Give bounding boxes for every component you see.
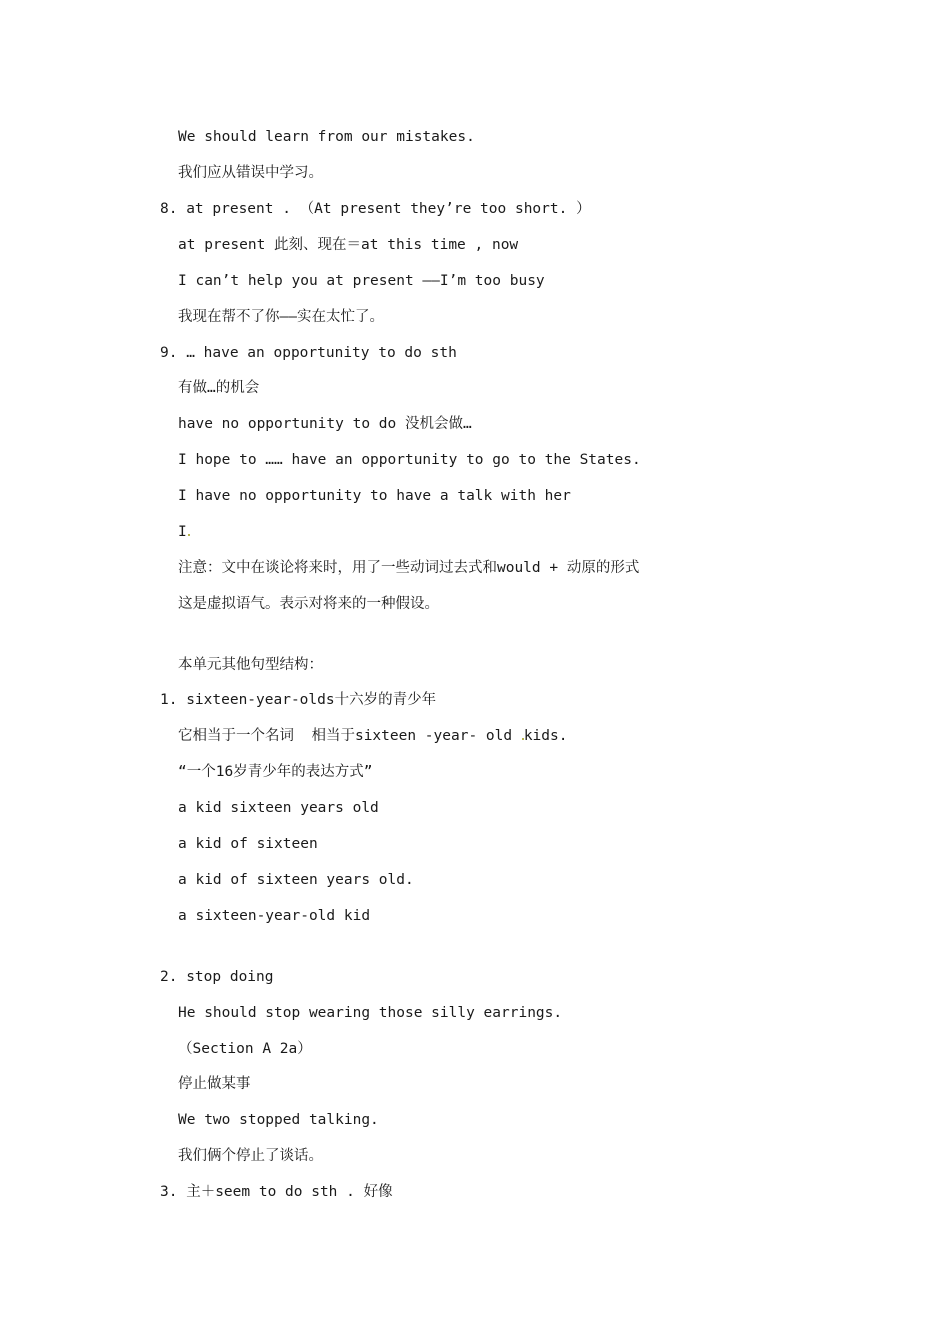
text-line: He should stop wearing those silly earrings. bbox=[178, 1005, 563, 1021]
numbered-item-8: 8. at present . （At present they’re too short. ） bbox=[160, 201, 591, 217]
text-line: a sixteen-year-old kid bbox=[178, 908, 371, 924]
text-line: a kid sixteen years old bbox=[178, 800, 379, 816]
section-heading: 本单元其他句型结构： bbox=[178, 657, 323, 673]
dot-mark bbox=[188, 534, 190, 536]
text-line: “一个16岁青少年的表达方式” bbox=[178, 764, 373, 780]
text-line: 停止做某事 bbox=[178, 1076, 251, 1092]
text-line: a kid of sixteen bbox=[178, 836, 318, 852]
numbered-item-9: 9. … have an opportunity to do sth bbox=[160, 345, 457, 361]
text-line: 我现在帮不了你——实在太忙了。 bbox=[178, 309, 384, 325]
text-fragment: 它相当于一个名词 相当于sixteen -year- old bbox=[178, 728, 521, 744]
text-line: have no opportunity to do 没机会做… bbox=[178, 416, 472, 432]
text-line bbox=[178, 726, 567, 746]
numbered-item-3: 3. 主＋seem to do sth . 好像 bbox=[160, 1184, 393, 1200]
text-line bbox=[178, 522, 190, 542]
text-line: a kid of sixteen years old. bbox=[178, 872, 414, 888]
text-line: 我们俩个停止了谈话。 bbox=[178, 1148, 323, 1164]
note-line: 这是虚拟语气。表示对将来的一种假设。 bbox=[178, 596, 439, 612]
text-fragment: kids. bbox=[523, 728, 568, 744]
text-line: We should learn from our mistakes. bbox=[178, 129, 475, 145]
text-line: I can’t help you at present ——I’m too busy bbox=[178, 273, 545, 289]
text-line: I hope to …… have an opportunity to go to the States. bbox=[178, 452, 641, 468]
text-line: （Section A 2a） bbox=[178, 1041, 312, 1057]
text-fragment: I bbox=[178, 524, 187, 540]
text-line: 有做…的机会 bbox=[178, 380, 260, 396]
numbered-item-2: 2. stop doing bbox=[160, 969, 274, 985]
text-line: 我们应从错误中学习。 bbox=[178, 165, 323, 181]
numbered-item-1: 1. sixteen-year-olds十六岁的青少年 bbox=[160, 692, 437, 708]
text-line: We two stopped talking. bbox=[178, 1112, 379, 1128]
note-line: 注意：文中在谈论将来时，用了一些动词过去式和would + 动原的形式 bbox=[178, 560, 640, 576]
text-line: at present 此刻、现在＝at this time , now bbox=[178, 237, 519, 253]
text-line: I have no opportunity to have a talk with her bbox=[178, 488, 571, 504]
